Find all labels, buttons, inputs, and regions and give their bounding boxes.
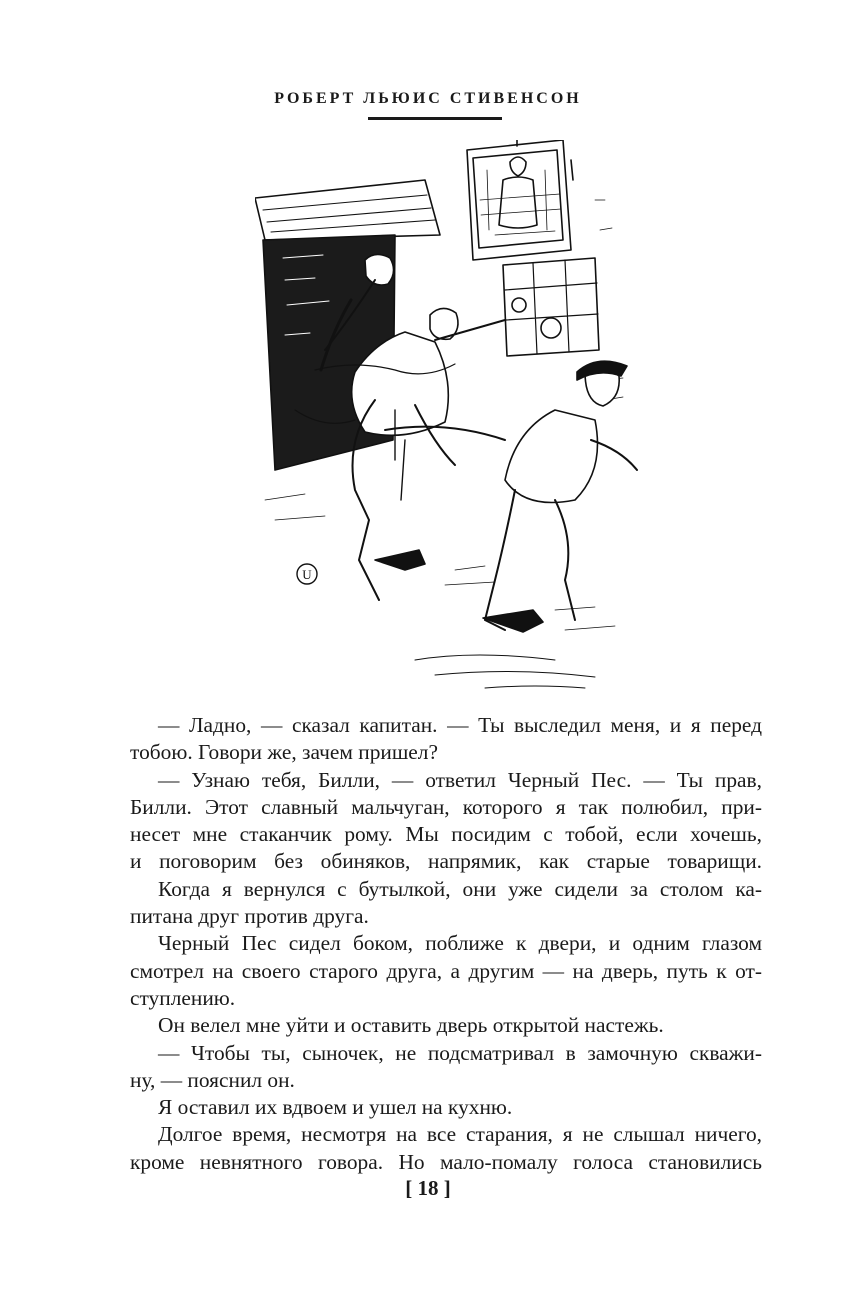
text-line: Долгое время, несмотря на все старания, я не слышал ничего,: [158, 1122, 762, 1147]
running-head-rule: [368, 117, 502, 120]
text-line: Когда я вернулся с бутылкой, они уже сидели за столом ка-: [158, 876, 762, 901]
text-line: кроме невнятного говора. Но мало-помалу голоса становились: [130, 1149, 762, 1174]
text-line: — Ладно, — сказал капитан. — Ты выследил меня, и я перед: [158, 713, 762, 737]
text-line: тобою. Говори же, зачем пришел?: [130, 740, 438, 765]
text-line: ступлению.: [130, 985, 236, 1010]
text-line: Билли. Этот славный мальчуган, которого я так полюбил, при-: [130, 794, 762, 819]
text-line: — Чтобы ты, сыночек, не подсматривал в замочную скважи-: [158, 1040, 762, 1065]
page-number: [ 18 ]: [405, 1176, 451, 1200]
illustration-monogram: U: [302, 567, 312, 582]
text-line: питана друг против друга.: [130, 904, 369, 929]
text-line: Черный Пес сидел боком, поближе к двери, и одним глазом: [158, 931, 762, 956]
text-line: смотрел на своего старого друга, а другим — на дверь, путь к от-: [130, 958, 762, 983]
text-line: — Узнаю тебя, Билли, — ответил Черный Пес. — Ты прав,: [158, 767, 762, 792]
text-line: несет мне стаканчик рому. Мы посидим с тобой, если хочешь,: [130, 822, 762, 847]
text-line: Я оставил их вдвоем и ушел на кухню.: [158, 1095, 513, 1120]
text-line: и поговорим без обиняков, напрямик, как старые товарищи.: [130, 849, 762, 874]
text-line: ну, — пояснил он.: [130, 1067, 295, 1092]
running-head: РОБЕРТ ЛЬЮИС СТИВЕНСОН: [274, 90, 582, 107]
body-text: [130, 712, 762, 1176]
illustration-captain-fights-black-dog: [255, 140, 647, 690]
text-line: Он велел мне уйти и оставить дверь открытой настежь.: [158, 1013, 664, 1038]
